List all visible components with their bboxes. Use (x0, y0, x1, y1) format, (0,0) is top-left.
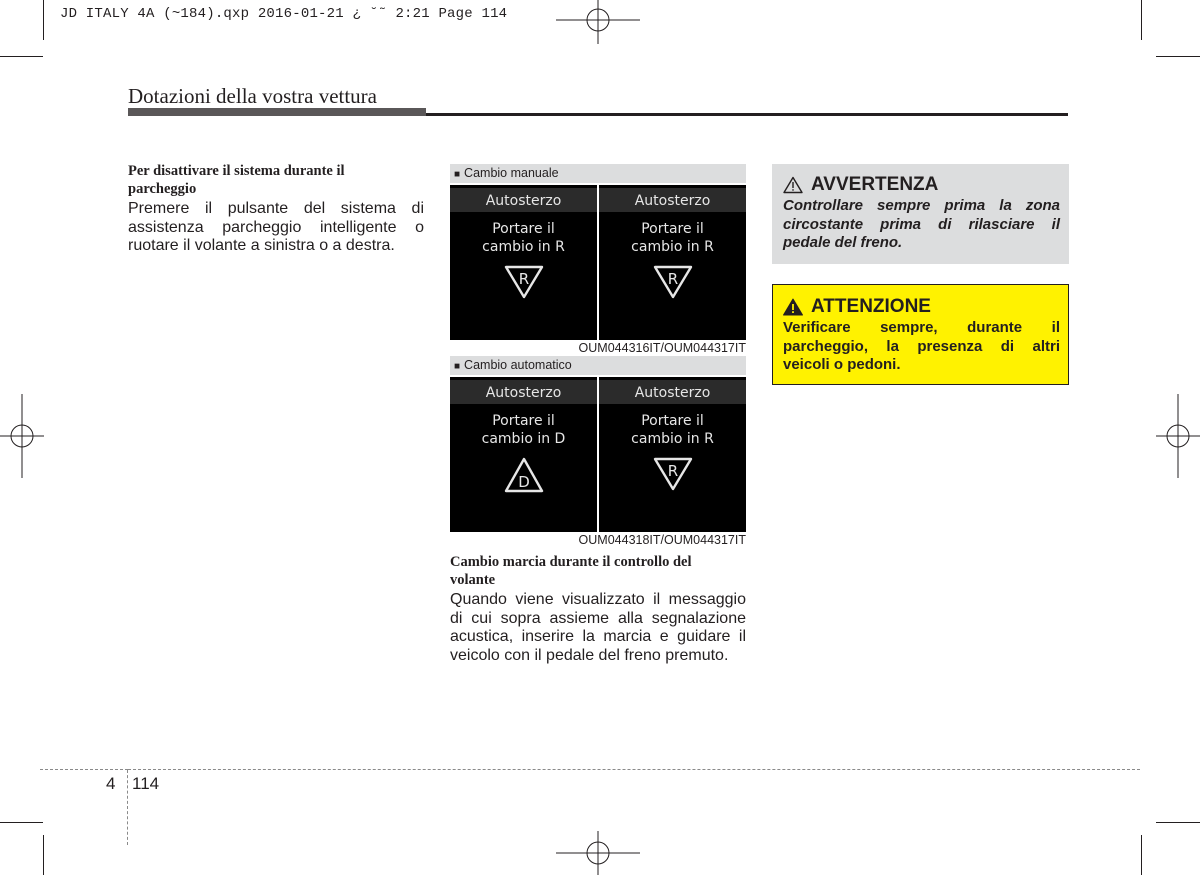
registration-mark-left-icon (0, 394, 44, 478)
paragraph-line: di cui sopra assieme alla segnalazione (450, 609, 746, 627)
panel-message-line: cambio in R (631, 239, 714, 255)
caution-line: veicoli o pedoni. (783, 356, 901, 373)
paragraph-line: assistenza parcheggio intelligente o (128, 218, 424, 236)
caution-box (772, 284, 1069, 385)
panel-message-line: cambio in D (481, 431, 566, 447)
svg-text:R: R (667, 462, 678, 480)
display-panel (450, 377, 597, 532)
panel-title: Autosterzo (599, 188, 746, 212)
registration-mark-top-icon (556, 0, 640, 44)
paragraph-line: ruotare il volante a sinistra o a destra. (128, 237, 395, 254)
header-rule-thick (128, 108, 426, 116)
gear-change-paragraph (450, 591, 746, 665)
gear-r-triangle-icon (653, 265, 693, 299)
footer-divider (127, 770, 128, 845)
paragraph-line: acustica, inserire la marcia e guidare il (450, 628, 746, 645)
figure-caption-automatic (450, 356, 746, 375)
panel-message (450, 220, 597, 256)
paragraph-line: Premere il pulsante del sistema di (128, 200, 424, 217)
caption-text: Cambio manuale (464, 166, 559, 180)
slug-line: JD ITALY 4A (~184).qxp 2016-01-21 ¿ ˘˜ 2:21 Page 114 (60, 6, 508, 22)
panel-message-line: cambio in R (631, 431, 714, 447)
panel-message (599, 412, 746, 448)
warning-outline-icon (783, 176, 803, 194)
section-title: Dotazioni della vostra vettura (128, 84, 377, 108)
figure-caption-manual (450, 164, 746, 183)
panel-message-line: cambio in R (482, 239, 565, 255)
figure-manual (450, 164, 746, 355)
registration-mark-right-icon (1156, 394, 1200, 478)
gear-r-triangle-icon (653, 457, 693, 491)
paragraph-line: veicolo con il pedale del freno premuto. (450, 646, 729, 664)
caution-line: parcheggio, la presenza di altri (783, 337, 1060, 355)
caution-title-text: ATTENZIONE (811, 296, 931, 317)
panel-message-line: Portare il (641, 221, 704, 237)
gear-change-subhead: Cambio marcia durante il controllo del volante (450, 554, 692, 588)
page-number: 114 (132, 774, 160, 793)
display-panel (599, 377, 746, 532)
registration-mark-bottom-icon (556, 831, 640, 875)
caution-line: Verificare sempre, durante il (783, 319, 1060, 336)
warning-title-text: AVVERTENZA (811, 174, 939, 195)
panel-message-line: Portare il (492, 221, 555, 237)
figure-code: OUM044318IT/OUM044317IT (578, 533, 746, 547)
figure-automatic (450, 356, 746, 547)
panel-message (450, 412, 597, 448)
caution-title (783, 296, 1060, 318)
panel-message (599, 220, 746, 256)
footer-rule (128, 769, 1140, 770)
chapter-number: 4 (106, 774, 116, 793)
warning-title (783, 174, 1060, 196)
warning-line: circostante prima di rilasciare il (783, 215, 1060, 233)
display-panel (599, 185, 746, 340)
warning-filled-icon (783, 298, 803, 316)
panel-title: Autosterzo (450, 380, 597, 404)
paragraph-line: Quando viene visualizzato il messaggio (450, 591, 746, 608)
warning-box (772, 164, 1069, 264)
square-bullet-icon: ■ (454, 169, 461, 180)
footer-rule-left (40, 769, 128, 770)
gear-d-triangle-icon (504, 457, 544, 493)
caption-text: Cambio automatico (464, 358, 572, 372)
left-column (128, 162, 424, 256)
disable-paragraph (128, 200, 424, 256)
panel-title: Autosterzo (450, 188, 597, 212)
svg-text:R: R (518, 270, 529, 288)
middle-column-text (450, 553, 746, 665)
warning-line: Controllare sempre prima la zona (783, 197, 1060, 214)
disable-subhead: Per disattivare il sistema durante il parcheggio (128, 163, 345, 197)
square-bullet-icon: ■ (454, 361, 461, 372)
svg-text:D: D (517, 473, 530, 491)
caution-text (783, 319, 1060, 375)
gear-r-triangle-icon (504, 265, 544, 299)
svg-text:R: R (667, 270, 678, 288)
panel-title: Autosterzo (599, 380, 746, 404)
warning-text (783, 197, 1060, 253)
header-rule-thin (426, 113, 1068, 116)
display-panel (450, 185, 597, 340)
figure-code: OUM044316IT/OUM044317IT (578, 341, 746, 355)
panel-message-line: Portare il (492, 413, 555, 429)
warning-line: pedale del freno. (783, 234, 903, 251)
panel-message-line: Portare il (641, 413, 704, 429)
